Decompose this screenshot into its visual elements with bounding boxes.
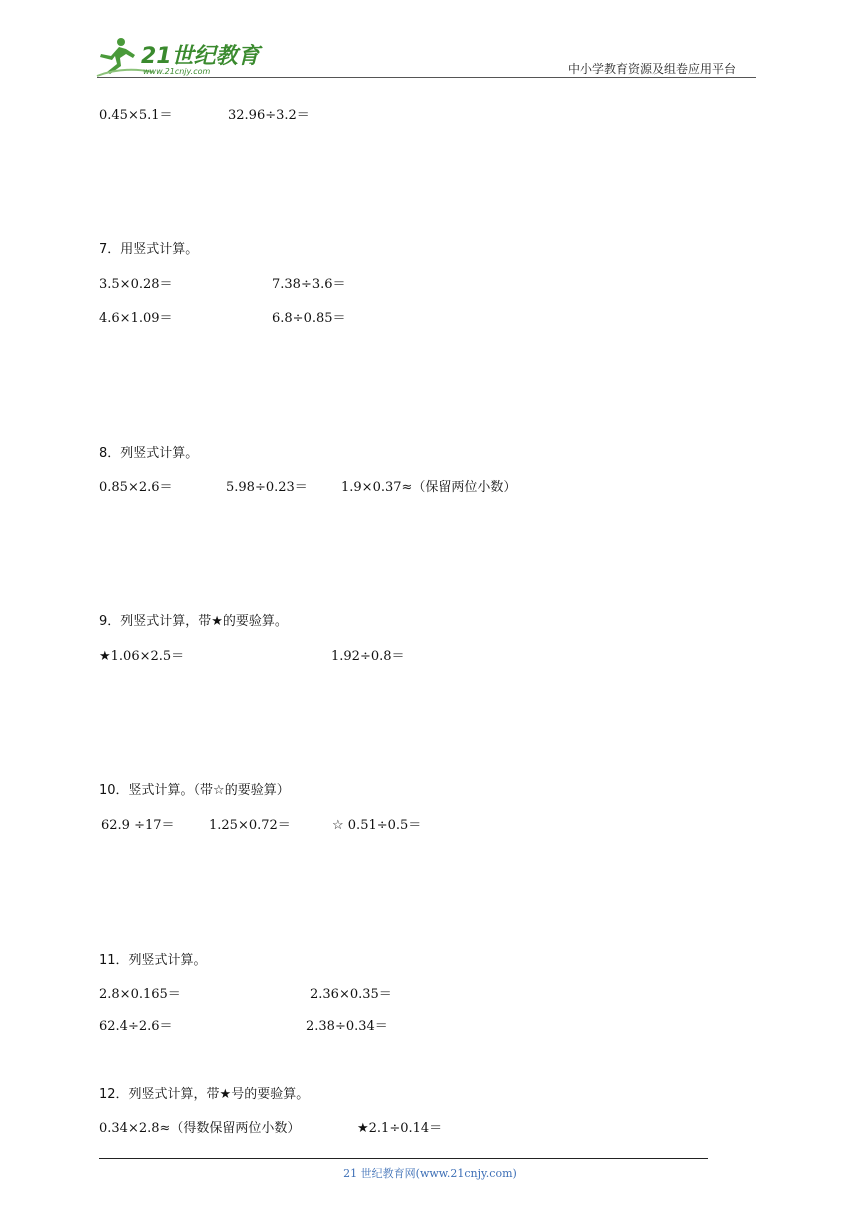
q11-problem-1: 2.8×0.165＝ [99, 987, 181, 1002]
footer-divider [99, 1158, 708, 1159]
q9-problem-2: 1.92÷0.8＝ [331, 649, 405, 664]
q10-problem-1: 62.9 ÷17＝ [101, 818, 175, 833]
q7-problem-3: 4.6×1.09＝ [99, 311, 173, 326]
q8-problem-3: 1.9×0.37≈（保留两位小数） [341, 480, 517, 495]
q9-problem-1: ★1.06×2.5＝ [99, 649, 185, 664]
q10-problem-3: ☆ 0.51÷0.5＝ [332, 818, 422, 833]
problem-0-45x5-1: 0.45×5.1＝ [99, 108, 173, 123]
q11-problem-3: 62.4÷2.6＝ [99, 1019, 173, 1034]
question-11-title: 11．列竖式计算。 [99, 953, 207, 968]
q11-problem-4: 2.38÷0.34＝ [306, 1019, 388, 1034]
q8-problem-1: 0.85×2.6＝ [99, 480, 173, 495]
problem-32-96d3-2: 32.96÷3.2＝ [228, 108, 310, 123]
q8-problem-2: 5.98÷0.23＝ [226, 480, 308, 495]
question-10-title: 10．竖式计算。（带☆的要验算） [99, 783, 290, 798]
q12-problem-1: 0.34×2.8≈（得数保留两位小数） [99, 1121, 301, 1136]
q10-problem-2: 1.25×0.72＝ [209, 818, 291, 833]
question-9-title: 9．列竖式计算，带★的要验算。 [99, 614, 288, 629]
q7-problem-2: 7.38÷3.6＝ [272, 277, 346, 292]
question-8-title: 8．列竖式计算。 [99, 446, 199, 461]
logo-text: 21世纪教育 [141, 44, 260, 69]
question-7-title: 7．用竖式计算。 [99, 242, 199, 257]
site-logo [93, 36, 263, 78]
platform-label: 中小学教育资源及组卷应用平台 [568, 62, 737, 76]
logo-url: www.21cnjy.com [143, 67, 211, 76]
footer-link[interactable]: 21 世纪教育网(www.21cnjy.com) [343, 1167, 517, 1180]
q11-problem-2: 2.36×0.35＝ [310, 987, 392, 1002]
question-12-title: 12．列竖式计算，带★号的要验算。 [99, 1087, 310, 1102]
q7-problem-1: 3.5×0.28＝ [99, 277, 173, 292]
header-divider [97, 77, 756, 78]
q12-problem-2: ★2.1÷0.14＝ [357, 1121, 443, 1136]
q7-problem-4: 6.8÷0.85＝ [272, 311, 346, 326]
